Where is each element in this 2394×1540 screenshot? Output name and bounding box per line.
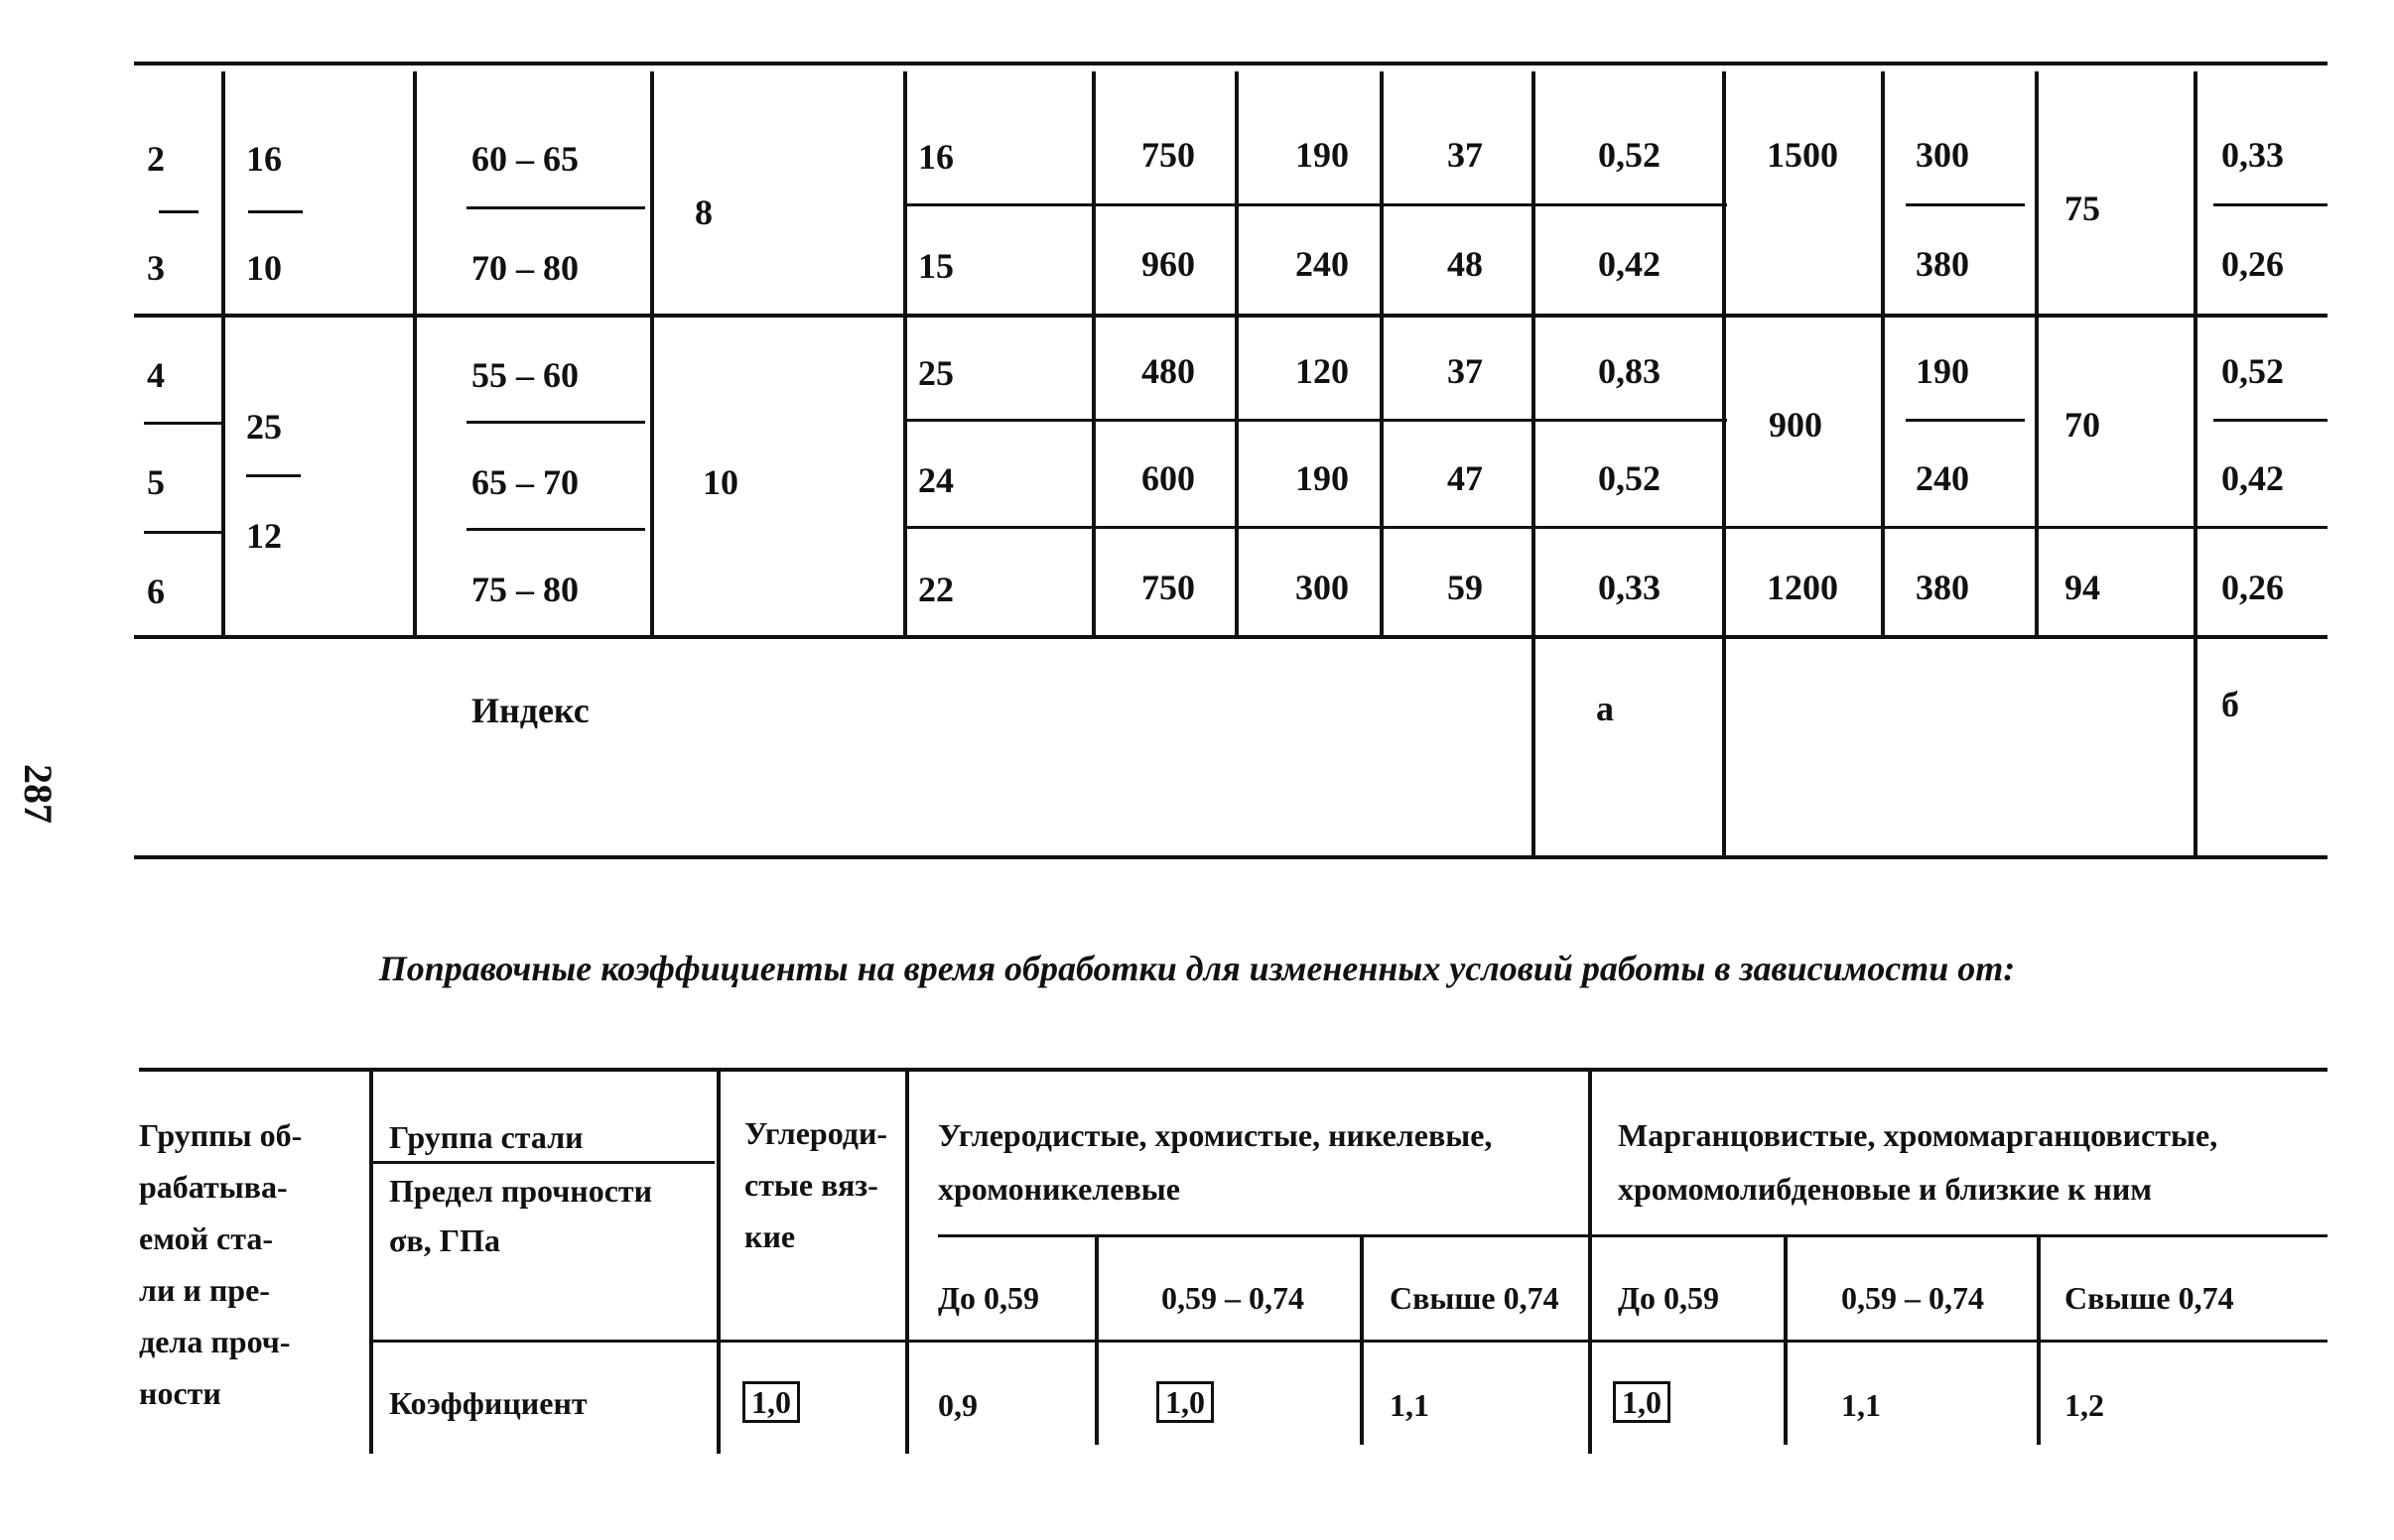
index-label: Индекс <box>471 691 590 730</box>
cell-c4: 48 <box>1447 244 1483 284</box>
carbon-viscous-label: Углероди- <box>744 1115 888 1151</box>
cell-c9: 0,26 <box>2221 568 2284 607</box>
cell-strength: 55 – 60 <box>471 355 579 395</box>
cell-c7: 240 <box>1916 458 1969 498</box>
cell-c2: 960 <box>1141 244 1195 284</box>
range-a-mid: 0,59 – 0,74 <box>1161 1280 1304 1316</box>
cell-c6: 1500 <box>1767 135 1838 175</box>
cell-c1: 25 <box>918 353 954 393</box>
group-b-header: Марганцовистые, хромомарганцовистые, <box>1618 1117 2218 1153</box>
cell-c4: 37 <box>1447 351 1483 391</box>
cell-c5: 0,52 <box>1598 135 1661 175</box>
groups-label: дела проч- <box>139 1324 291 1359</box>
cell-group: 2 <box>147 139 165 179</box>
coef-value: 1,0 <box>1156 1381 1214 1423</box>
range-a-high: Свыше 0,74 <box>1390 1280 1559 1316</box>
cell-mark-merged: 25 <box>246 407 282 447</box>
coef-value: 1,0 <box>1613 1381 1670 1423</box>
cell-c5: 0,83 <box>1598 351 1661 391</box>
group-b-header: хромомолибденовые и близкие к ним <box>1618 1171 2153 1207</box>
coef-value: 1,1 <box>1841 1387 1881 1423</box>
coef-value: 1,1 <box>1390 1387 1429 1423</box>
cell-range-merged: 8 <box>695 192 713 232</box>
coef-value: 1,0 <box>742 1381 800 1423</box>
steel-group-label: Группа стали <box>389 1119 584 1155</box>
cell-c4: 59 <box>1447 568 1483 607</box>
table-caption: Поправочные коэффициенты на время обработки для измененных условий работы в зависимости от: <box>378 949 2016 988</box>
cell-c7: 380 <box>1916 568 1969 607</box>
groups-label: рабатыва- <box>139 1169 288 1205</box>
cell-c1: 22 <box>918 570 954 609</box>
cell-c6: 1200 <box>1767 568 1838 607</box>
cell-mark: 10 <box>246 248 282 288</box>
cell-c3: 240 <box>1295 244 1349 284</box>
group-a-header: Углеродистые, хромистые, никелевые, <box>938 1117 1493 1153</box>
cell-group: 5 <box>147 462 165 502</box>
range-a-low: До 0,59 <box>938 1280 1040 1316</box>
groups-label: емой ста- <box>139 1220 273 1256</box>
cell-c5: 0,42 <box>1598 244 1661 284</box>
cell-c8: 94 <box>2064 568 2100 607</box>
cell-group: 4 <box>147 355 165 395</box>
cell-c1: 15 <box>918 246 954 286</box>
page-number: 287 <box>16 764 61 824</box>
cell-c1: 24 <box>918 460 954 500</box>
cell-strength: 60 – 65 <box>471 139 579 179</box>
carbon-viscous-label: кие <box>744 1219 796 1254</box>
cell-c2: 600 <box>1141 458 1195 498</box>
cell-c2: 750 <box>1141 135 1195 175</box>
cell-c8-merged: 70 <box>2064 405 2100 445</box>
group-a-header: хромоникелевые <box>938 1171 1180 1207</box>
coef-value: 0,9 <box>938 1387 978 1423</box>
cell-c3: 300 <box>1295 568 1349 607</box>
groups-label: ли и пре- <box>139 1272 270 1308</box>
groups-label: ности <box>139 1375 221 1411</box>
cell-c5: 0,33 <box>1598 568 1661 607</box>
cell-c7: 380 <box>1916 244 1969 284</box>
cell-group: 6 <box>147 572 165 611</box>
range-b-low: До 0,59 <box>1618 1280 1720 1316</box>
cell-c3: 120 <box>1295 351 1349 391</box>
cell-c8-merged: 75 <box>2064 189 2100 228</box>
index-b: б <box>2221 685 2239 724</box>
range-b-mid: 0,59 – 0,74 <box>1841 1280 1984 1316</box>
cell-group: 3 <box>147 248 165 288</box>
strength-label: Предел прочности <box>389 1173 653 1209</box>
strength-unit: σв, ГПа <box>389 1222 500 1258</box>
carbon-viscous-label: стые вяз- <box>744 1167 878 1203</box>
cell-c4: 47 <box>1447 458 1483 498</box>
cell-range-merged: 10 <box>703 462 738 502</box>
cell-strength: 65 – 70 <box>471 462 579 502</box>
cell-strength: 75 – 80 <box>471 570 579 609</box>
cell-c9: 0,33 <box>2221 135 2284 175</box>
index-a: а <box>1596 689 1614 728</box>
cell-c2: 480 <box>1141 351 1195 391</box>
cell-c3: 190 <box>1295 135 1349 175</box>
cell-c6-merged: 900 <box>1769 405 1822 445</box>
cell-strength: 70 – 80 <box>471 248 579 288</box>
cell-mark: 16 <box>246 139 282 179</box>
cell-c9: 0,52 <box>2221 351 2284 391</box>
cell-c9: 0,26 <box>2221 244 2284 284</box>
cell-c2: 750 <box>1141 568 1195 607</box>
cell-c1: 16 <box>918 137 954 177</box>
range-b-high: Свыше 0,74 <box>2064 1280 2234 1316</box>
groups-label: Группы об- <box>139 1117 303 1153</box>
cell-c9: 0,42 <box>2221 458 2284 498</box>
cell-c7: 190 <box>1916 351 1969 391</box>
coef-label: Коэффициент <box>389 1385 588 1421</box>
cell-c5: 0,52 <box>1598 458 1661 498</box>
cell-c4: 37 <box>1447 135 1483 175</box>
cell-c3: 190 <box>1295 458 1349 498</box>
cell-mark-merged: 12 <box>246 516 282 556</box>
cell-c7: 300 <box>1916 135 1969 175</box>
coef-value: 1,2 <box>2064 1387 2104 1423</box>
